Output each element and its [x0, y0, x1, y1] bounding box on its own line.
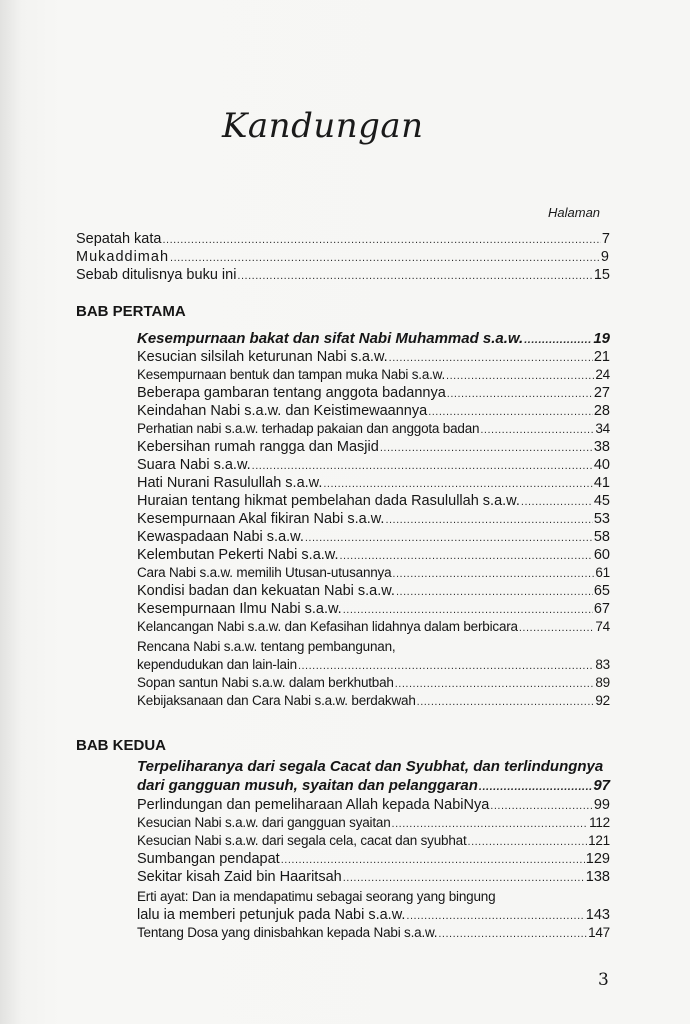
entry-page: 53	[593, 511, 610, 527]
toc-entry	[137, 420, 610, 439]
leader-dots	[389, 349, 593, 367]
toc-entry	[137, 582, 610, 601]
toc-entry	[137, 600, 610, 619]
entry-page: 143	[585, 907, 610, 923]
leader-dots	[392, 565, 594, 583]
entry-title: lalu ia memberi petunjuk pada Nabi s.a.w.	[137, 907, 406, 923]
entry-page: 28	[593, 403, 610, 419]
toc-entry	[76, 248, 610, 267]
entry-title: Perlindungan dan pemeliharaan Allah kepada NabiNya	[137, 797, 490, 813]
entry-title: Kesucian silsilah keturunan Nabi s.a.w.	[137, 349, 388, 365]
entry-page: 129	[585, 851, 610, 867]
entry-page: 97	[593, 777, 610, 794]
leader-dots	[305, 529, 593, 547]
entry-page: 45	[593, 493, 610, 509]
toc-entry	[137, 906, 610, 925]
entry-title: Kelembutan Pekerti Nabi s.a.w.	[137, 547, 339, 563]
leader-dots	[170, 249, 600, 267]
entry-title: Kesucian Nabi s.a.w. dari segala cela, cacat dan syubhat	[137, 833, 467, 848]
entry-page: 99	[593, 797, 610, 813]
entry-title: Perhatian nabi s.a.w. terhadap pakaian dan anggota badan	[137, 421, 480, 436]
entry-title: Sekitar kisah Zaid bin Haaritsah	[137, 869, 342, 885]
entry-page: 7	[601, 231, 610, 247]
page-number: 3	[598, 970, 609, 990]
entry-page: 112	[589, 815, 610, 830]
leader-dots	[392, 815, 589, 833]
entry-title: Kewaspadaan Nabi s.a.w.	[137, 529, 304, 545]
toc-entry-line: Rencana Nabi s.a.w. tentang pembangunan,	[137, 639, 396, 654]
entry-page: 27	[593, 385, 610, 401]
toc-entry	[137, 692, 610, 711]
entry-page: 40	[593, 457, 610, 473]
toc-entry	[137, 474, 610, 493]
leader-dots	[396, 583, 593, 601]
entry-page: 67	[593, 601, 610, 617]
entry-title: Tentang Dosa yang dinisbahkan kepada Nabi s.a.w.	[137, 925, 438, 940]
leader-dots	[468, 833, 588, 851]
toc-entry	[137, 384, 610, 403]
leader-dots	[281, 851, 585, 869]
leader-dots	[298, 657, 594, 675]
leader-dots	[447, 385, 593, 403]
leader-dots	[519, 619, 595, 637]
toc-entry	[76, 230, 610, 249]
leader-dots	[340, 547, 593, 565]
entry-title: Suara Nabi s.a.w.	[137, 457, 251, 473]
entry-page: 92	[595, 693, 610, 708]
leader-dots	[438, 925, 587, 943]
entry-page: 61	[595, 565, 610, 580]
leader-dots	[521, 493, 593, 511]
entry-page: 60	[593, 547, 610, 563]
leader-dots	[480, 421, 594, 439]
entry-page: 83	[595, 657, 610, 672]
entry-title: dari gangguan musuh, syaitan dan pelanggaran	[137, 777, 478, 794]
entry-title: Keindahan Nabi s.a.w. dan Keistimewaannya	[137, 403, 428, 419]
toc-entry	[137, 510, 610, 529]
toc-entry	[137, 492, 610, 511]
leader-dots	[343, 869, 585, 887]
entry-title: Kelancangan Nabi s.a.w. dan Kefasihan lidahnya dalam berbicara	[137, 619, 518, 634]
entry-title: Kesucian Nabi s.a.w. dari gangguan syaitan	[137, 815, 391, 830]
leader-dots	[417, 693, 595, 711]
leader-dots	[385, 511, 592, 529]
toc-entry	[137, 618, 610, 637]
toc-entry	[137, 656, 610, 675]
toc-entry	[76, 266, 610, 285]
entry-title: Sepatah kata	[76, 231, 162, 247]
entry-title: Kesempurnaan Akal fikiran Nabi s.a.w.	[137, 511, 385, 527]
entry-title: Kebijaksanaan dan Cara Nabi s.a.w. berdakwah	[137, 693, 416, 708]
entry-page: 19	[593, 330, 610, 347]
toc-entry	[137, 674, 610, 693]
entry-title: Sebab ditulisnya buku ini	[76, 267, 237, 283]
entry-title: Sopan santun Nabi s.a.w. dalam berkhutbah	[137, 675, 394, 690]
leader-dots	[237, 267, 592, 285]
entry-title: Kesempurnaan bakat dan sifat Nabi Muhammad s.a.w.	[137, 330, 524, 347]
toc-entry-line: Erti ayat: Dan ia mendapatimu sebagai seorang yang bingung	[137, 889, 496, 904]
toc-entry	[137, 564, 610, 583]
entry-title: Kesempurnaan bentuk dan tampan muka Nabi s.a.w.	[137, 367, 446, 382]
toc-entry	[137, 438, 610, 457]
toc-chapter-lead	[137, 777, 610, 796]
entry-title: Kondisi badan dan kekuatan Nabi s.a.w.	[137, 583, 395, 599]
entry-page: 58	[593, 529, 610, 545]
entry-page: 38	[593, 439, 610, 455]
entry-page: 89	[595, 675, 610, 690]
leader-dots	[323, 475, 592, 493]
entry-page: 21	[593, 349, 610, 365]
section-heading: BAB KEDUA	[76, 737, 166, 754]
toc-chapter-lead-line: Terpeliharanya dari segala Cacat dan Syubhat, dan terlindungnya	[137, 758, 604, 775]
entry-title: Cara Nabi s.a.w. memilih Utusan-utusannya	[137, 565, 392, 580]
entry-title: kependudukan dan lain-lain	[137, 657, 297, 672]
toc-entry	[137, 456, 610, 475]
entry-page: 41	[593, 475, 610, 491]
leader-dots	[162, 231, 600, 249]
entry-title: Kesempurnaan Ilmu Nabi s.a.w.	[137, 601, 342, 617]
entry-page: 121	[588, 833, 610, 848]
leader-dots	[380, 439, 593, 457]
leader-dots	[446, 367, 594, 385]
toc-entry	[137, 402, 610, 421]
entry-page: 15	[593, 267, 610, 283]
leader-dots	[428, 403, 593, 421]
entry-page: 147	[588, 925, 610, 940]
toc-entry	[137, 924, 610, 943]
entry-page: 9	[600, 249, 610, 265]
toc-entry	[137, 366, 610, 385]
toc-entry	[137, 348, 610, 367]
page-column-label: Halaman	[548, 205, 601, 220]
section-heading: BAB PERTAMA	[76, 303, 186, 320]
toc-entry	[137, 850, 610, 869]
toc-chapter-lead	[137, 330, 610, 349]
entry-page: 138	[585, 869, 610, 885]
leader-dots	[343, 601, 593, 619]
leader-dots	[490, 797, 593, 815]
entry-page: 24	[595, 367, 610, 382]
entry-title: Beberapa gambaran tentang anggota badannya	[137, 385, 446, 401]
entry-page: 74	[595, 619, 610, 634]
entry-title: Hati Nurani Rasulullah s.a.w.	[137, 475, 323, 491]
leader-dots	[479, 778, 592, 796]
leader-dots	[406, 907, 584, 925]
leader-dots	[395, 675, 595, 693]
leader-dots	[524, 331, 592, 349]
entry-page: 65	[593, 583, 610, 599]
entry-title: Kebersihan rumah rangga dan Masjid	[137, 439, 379, 455]
page-title: Kandungan	[222, 106, 424, 146]
toc-entry	[137, 796, 610, 815]
leader-dots	[252, 457, 593, 475]
toc-entry	[137, 528, 610, 547]
entry-title: Huraian tentang hikmat pembelahan dada Rasulullah s.a.w.	[137, 493, 520, 509]
toc-entry	[137, 868, 610, 887]
entry-title: Sumbangan pendapat	[137, 851, 280, 867]
entry-title: Mukaddimah	[76, 249, 170, 265]
toc-entry	[137, 546, 610, 565]
toc-entry	[137, 832, 610, 851]
entry-page: 34	[595, 421, 610, 436]
toc-entry	[137, 814, 610, 833]
